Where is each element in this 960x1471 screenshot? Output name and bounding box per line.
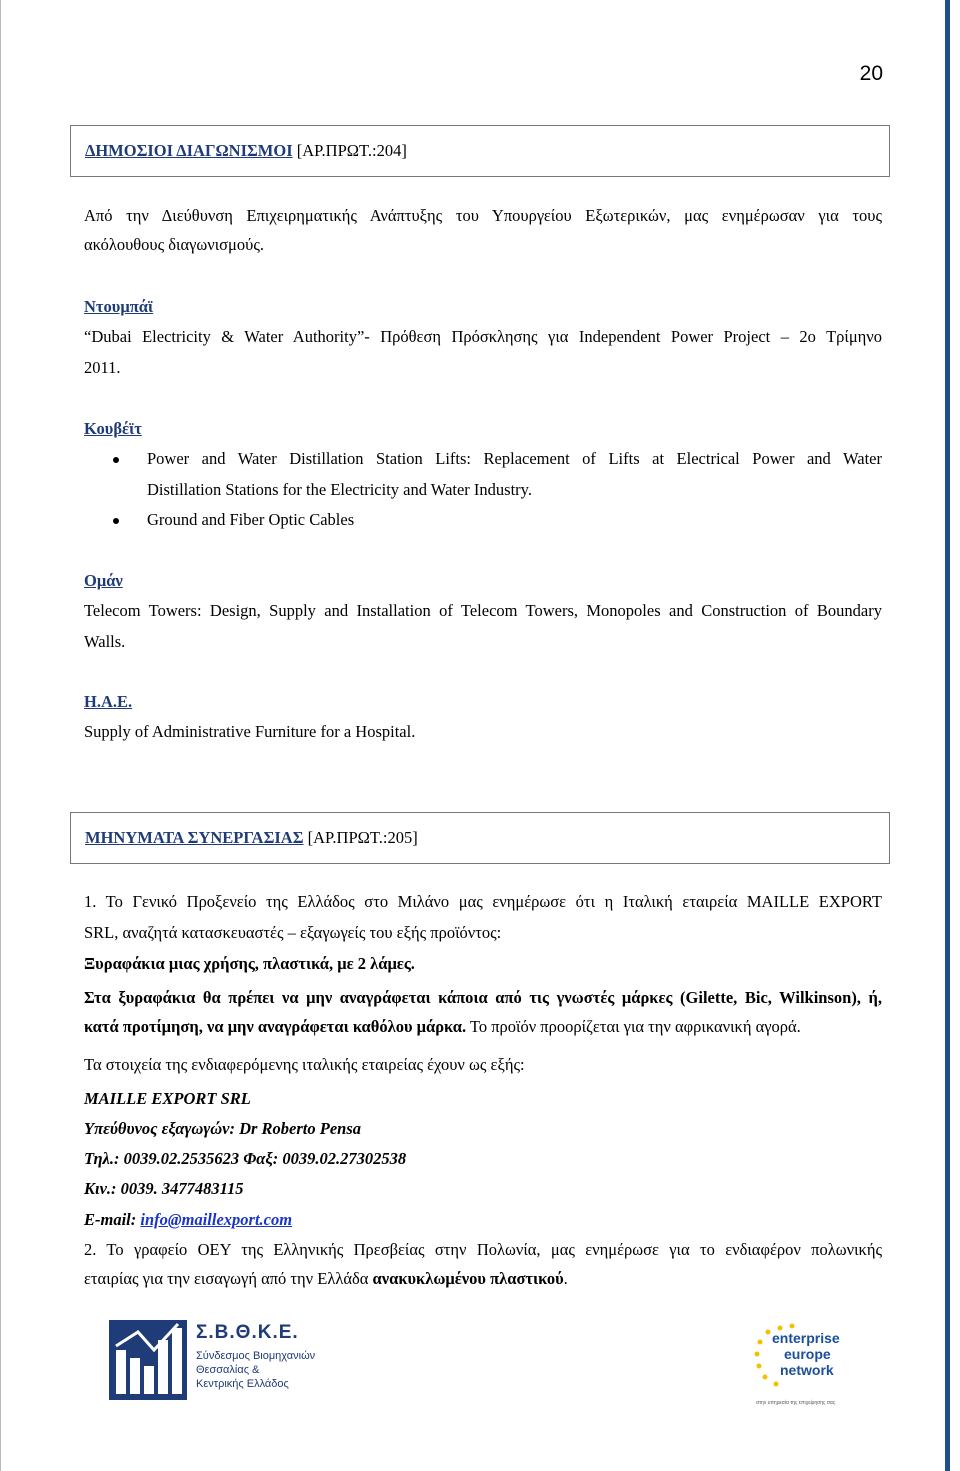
item2-line2-bold: ανακυκλωμένου πλαστικού [372, 1269, 564, 1288]
page-number: 20 [859, 62, 883, 85]
dubai-line2: 2011. [84, 358, 121, 377]
section-title-cooperation: ΜΗΝΥΜΑΤΑ ΣΥΝΕΡΓΑΣΙΑΣ [85, 828, 304, 847]
kuwait-bullet2: Ground and Fiber Optic Cables [147, 510, 355, 529]
country-title-uae: Η.Α.Ε. [84, 692, 133, 711]
note-line1: Στα ξυραφάκια θα πρέπει να μην αναγράφεται κάποια από τις γνωστές μάρκες (Gilette, Bic, Wilkinson), ή, [84, 988, 882, 1007]
company-name: MAILLE EXPORT SRL [84, 1089, 251, 1108]
responsible-person: Υπεύθυνος εξαγωγών: Dr Roberto Pensa [84, 1119, 361, 1138]
section-header-tenders [70, 125, 890, 177]
item2-line2-end: . [563, 1269, 568, 1288]
bullet-icon [113, 457, 119, 463]
email-link[interactable]: info@maillexport.com [140, 1210, 293, 1229]
product-line: Ξυραφάκια μιας χρήσης, πλαστικά, με 2 λάμες. [84, 954, 415, 973]
section-ref-tenders: [ΑΡ.ΠΡΩΤ.:204] [296, 141, 407, 160]
uae-line1: Supply of Administrative Furniture for a Hospital. [84, 722, 416, 741]
oman-line1: Telecom Towers: Design, Supply and Installation of Telecom Towers, Monopoles and Construction of Boundary [84, 601, 882, 620]
tenders-intro-line1: Από την Διεύθυνση Επιχειρηματικής Ανάπτυξης του Υπουργείου Εξωτερικών, μας ενημέρωσαν για τους [84, 206, 882, 225]
contact-intro: Τα στοιχεία της ενδιαφερόμενης ιταλικής εταιρείας έχουν ως εξής: [84, 1055, 525, 1074]
een-tagline: στην υπηρεσία της επιχείρησης σας [756, 1400, 836, 1406]
page-border-left [0, 0, 10, 1471]
oman-line2: Walls. [84, 632, 126, 651]
dubai-line1: “Dubai Electricity & Water Authority”- Πρόθεση Πρόσκλησης για Independent Power Project – 2ο Τρίμηνο [84, 327, 882, 346]
kuwait-bullet1-line1: Power and Water Distillation Station Lifts: Replacement of Lifts at Electrical Power and Water [147, 449, 882, 468]
country-title-dubai: Ντουμπάϊ [84, 297, 154, 316]
kuwait-bullet1-line2: Distillation Stations for the Electricity and Water Industry. [147, 480, 532, 499]
item2-line2-normal: εταιρίας για την εισαγωγή από την Ελλάδα [84, 1269, 373, 1288]
note-line2 [84, 1017, 801, 1037]
een-line2: europe [784, 1346, 831, 1362]
section-title-tenders: ΔΗΜΟΣΙΟΙ ΔΙΑΓΩΝΙΣΜΟΙ [85, 141, 293, 160]
item2-line2 [84, 1269, 568, 1289]
note-line2-rest: Το προϊόν προορίζεται για την αφρικανική αγορά. [466, 1017, 801, 1036]
een-logo [752, 1322, 860, 1412]
tenders-intro-line2: ακόλουθους διαγωνισμούς. [84, 235, 264, 254]
item2-line1: 2. Το γραφείο ΟΕΥ της Ελληνικής Πρεσβείας στην Πολωνία, μας ενημέρωσε για το ενδιαφέρον πολωνικής [84, 1240, 882, 1259]
section-header-cooperation [70, 812, 890, 864]
sbvke-line3: Κεντρικής Ελλάδος [196, 1378, 289, 1390]
sbvke-line1: Σύνδεσμος Βιομηχανιών [196, 1350, 316, 1362]
een-line3: network [780, 1362, 834, 1378]
phone-fax: Τηλ.: 0039.02.2535623 Φαξ: 0039.02.27302538 [84, 1149, 407, 1168]
email-line [84, 1210, 292, 1230]
sbvke-line2: Θεσσαλίας & [196, 1364, 260, 1376]
email-label: E-mail: [84, 1210, 141, 1229]
country-title-oman: Ομάν [84, 571, 123, 590]
item1-line1: 1. Το Γενικό Προξενείο της Ελλάδος στο Μιλάνο μας ενημέρωσε ότι η Ιταλική εταιρεία MAILLE EXPORT [84, 892, 882, 911]
section-ref-cooperation: [ΑΡ.ΠΡΩΤ.:205] [307, 828, 418, 847]
mobile: Κιν.: 0039. 3477483115 [84, 1179, 244, 1198]
item1-line2: SRL, αναζητά κατασκευαστές – εξαγωγείς του εξής προϊόντος: [84, 923, 502, 942]
sbvke-logo [108, 1320, 316, 1400]
bullet-icon [113, 518, 119, 524]
note-line2-bold: κατά προτίμηση, να μην αναγράφεται καθόλου μάρκα. [84, 1017, 467, 1036]
sbvke-title: Σ.Β.Θ.Κ.Ε. [196, 1322, 299, 1343]
een-line1: enterprise [772, 1330, 840, 1346]
country-title-kuwait: Κουβέϊτ [84, 419, 142, 438]
